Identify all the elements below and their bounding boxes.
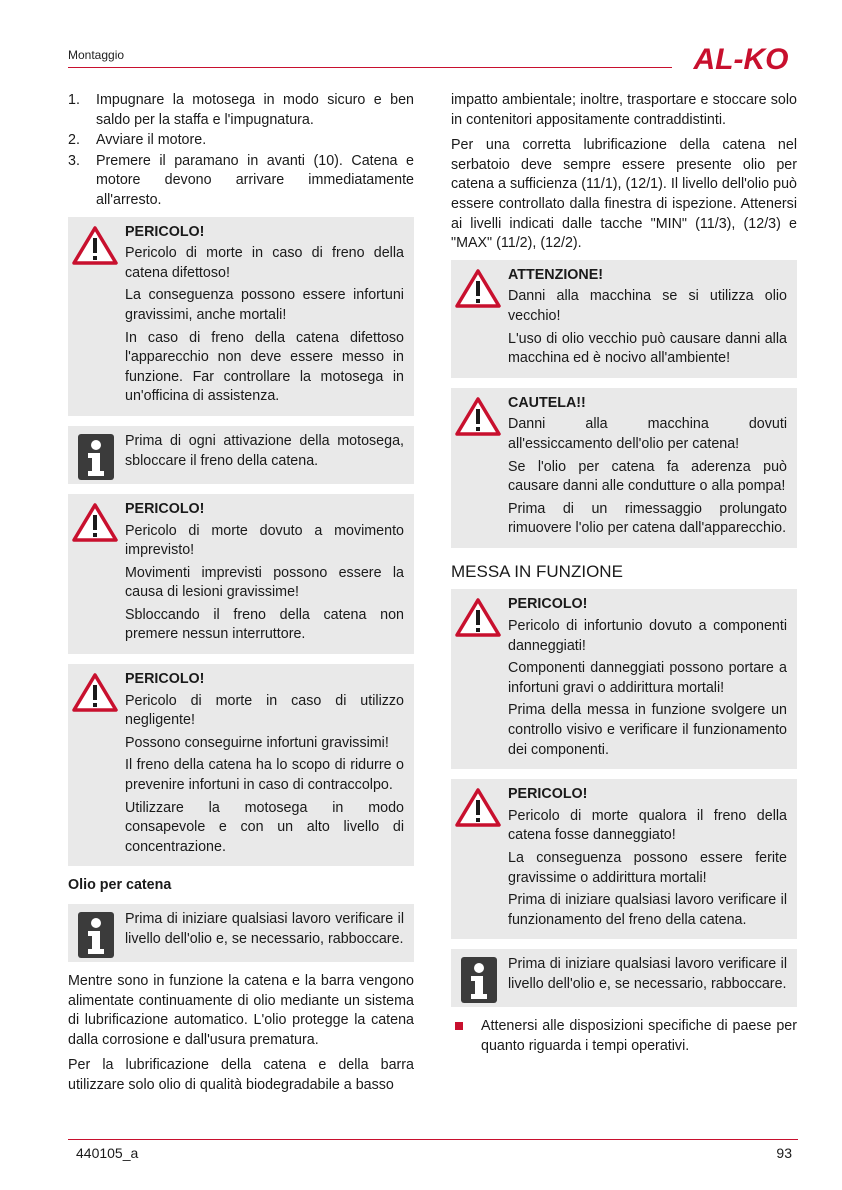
left-column (68, 91, 414, 1102)
right-column (451, 91, 797, 1057)
box-title: CAUTELA!! (508, 394, 586, 411)
warning-triangle-icon (455, 597, 501, 637)
body-paragraph: Mentre sono in funzione la catena e la barra vengono alimentate continuamente di olio mediante un sistema di lubrificazione automatico. L'olio protegge la catena dalla corrosione e dall'usura prematura. (68, 973, 414, 1048)
warning-triangle-icon (72, 502, 118, 542)
body-paragraph: impatto ambientale; inoltre, trasportare e stoccare solo in contenitori appositamente contraddistinti. (451, 92, 797, 128)
caution-box: CAUTELA!! Danni alla macchina dovuti all'essiccamento dell'olio per catena! Se l'olio per catena fa aderenza può causare danni alle condutture o alla pompa! Prima di un rimessaggio prolungato rimuovere l'olio per catena dall'apparecchio. (451, 388, 797, 548)
box-title: PERICOLO! (125, 671, 205, 688)
box-title: PERICOLO! (125, 500, 205, 517)
box-title: PERICOLO! (508, 596, 588, 613)
bullet-square-icon (455, 1022, 463, 1030)
section-heading: MESSA IN FUNZIONE (451, 561, 623, 581)
list-item: 1. Impugnare la motosega in modo sicuro e ben saldo per la staffa e l'impugnatura. (68, 92, 414, 128)
list-item: 3. Premere il paramano in avanti (10). Catena e motore devono arrivare immediatamente all'arresto. (68, 152, 414, 208)
danger-box: PERICOLO! Pericolo di morte dovuto a movimento imprevisto! Movimenti imprevisti possono essere la causa di lesioni gravissime! Sbloccando il freno della catena non premere nessun interruttore. (68, 494, 414, 654)
svg-text:AL-KO: AL-KO (693, 43, 789, 73)
alko-logo (683, 43, 799, 73)
danger-box: PERICOLO! Pericolo di morte qualora il freno della catena fosse danneggiato! La conseguenza possono essere ferite gravissime o addirittura mortali! Prima di iniziare qualsiasi lavoro verificare il funzionamento del freno della catena. (451, 779, 797, 939)
info-box: Prima di iniziare qualsiasi lavoro verificare il livello dell'olio e, se necessario, rabboccare. (451, 949, 797, 1007)
running-header: Montaggio (68, 48, 125, 62)
info-icon (78, 912, 114, 958)
document-id: 440105_a (76, 1145, 139, 1161)
body-paragraph: Per una corretta lubrificazione della catena nel serbatoio deve sempre essere presente olio per catena a sufficienza (11/1), (12/1). Il livello dell'olio può essere controllato dalla finestra di ispezione. Attenersi ai livelli indicati dalle tacche "MIN" (11/3), (12/3) e "MAX" (11/2), (12/2). (451, 137, 797, 252)
warning-triangle-icon (72, 672, 118, 712)
body-paragraph: Per la lubrificazione della catena e della barra utilizzare solo olio di qualità biodegradabile a basso (68, 1057, 414, 1093)
subheading: Olio per catena (68, 877, 172, 894)
attention-box: ATTENZIONE! Danni alla macchina se si utilizza olio vecchio! L'uso di olio vecchio può causare danni alla macchina ed è nocivo all'ambiente! (451, 260, 797, 378)
box-title: PERICOLO! (508, 786, 588, 803)
warning-triangle-icon (72, 225, 118, 265)
footer-rule (68, 1139, 798, 1140)
info-box: Prima di ogni attivazione della motosega, sbloccare il freno della catena. (68, 426, 414, 484)
warning-triangle-icon (455, 787, 501, 827)
info-box: Prima di iniziare qualsiasi lavoro verificare il livello dell'olio e, se necessario, rabboccare. (68, 904, 414, 962)
header-rule (68, 67, 672, 68)
danger-box: PERICOLO! Pericolo di infortunio dovuto a componenti danneggiati! Componenti danneggiati possono portare a infortuni gravi o addirittura mortali! Prima della messa in funzione svolgere un controllo visivo e verificare il funzionamento dei componenti. (451, 589, 797, 769)
box-title: ATTENZIONE! (508, 266, 604, 283)
page-number: 93 (776, 1145, 792, 1161)
list-item: 2. Avviare il motore. (68, 132, 207, 149)
warning-triangle-icon (455, 268, 501, 308)
danger-box: PERICOLO! Pericolo di morte in caso di freno della catena difettoso! La conseguenza possono essere infortuni gravissimi, anche mortali! In caso di freno della catena difettoso l'apparecchio non deve essere messo in funzione. Far controllare la motosega in un'officina di assistenza. (68, 217, 414, 416)
step-list (68, 91, 414, 211)
box-title: PERICOLO! (125, 223, 205, 240)
info-icon (78, 434, 114, 480)
list-item: Attenersi alle disposizioni specifiche di paese per quanto riguarda i tempi operativi. (451, 1017, 797, 1056)
danger-box: PERICOLO! Pericolo di morte in caso di utilizzo negligente! Possono conseguirne infortuni gravissimi! Il freno della catena ha lo scopo di ridurre o prevenire infortuni in caso di contraccolpo. Utilizzare la motosega in modo consapevole e con un alto livello di concentrazione. (68, 664, 414, 866)
info-icon (461, 957, 497, 1003)
warning-triangle-icon (455, 396, 501, 436)
